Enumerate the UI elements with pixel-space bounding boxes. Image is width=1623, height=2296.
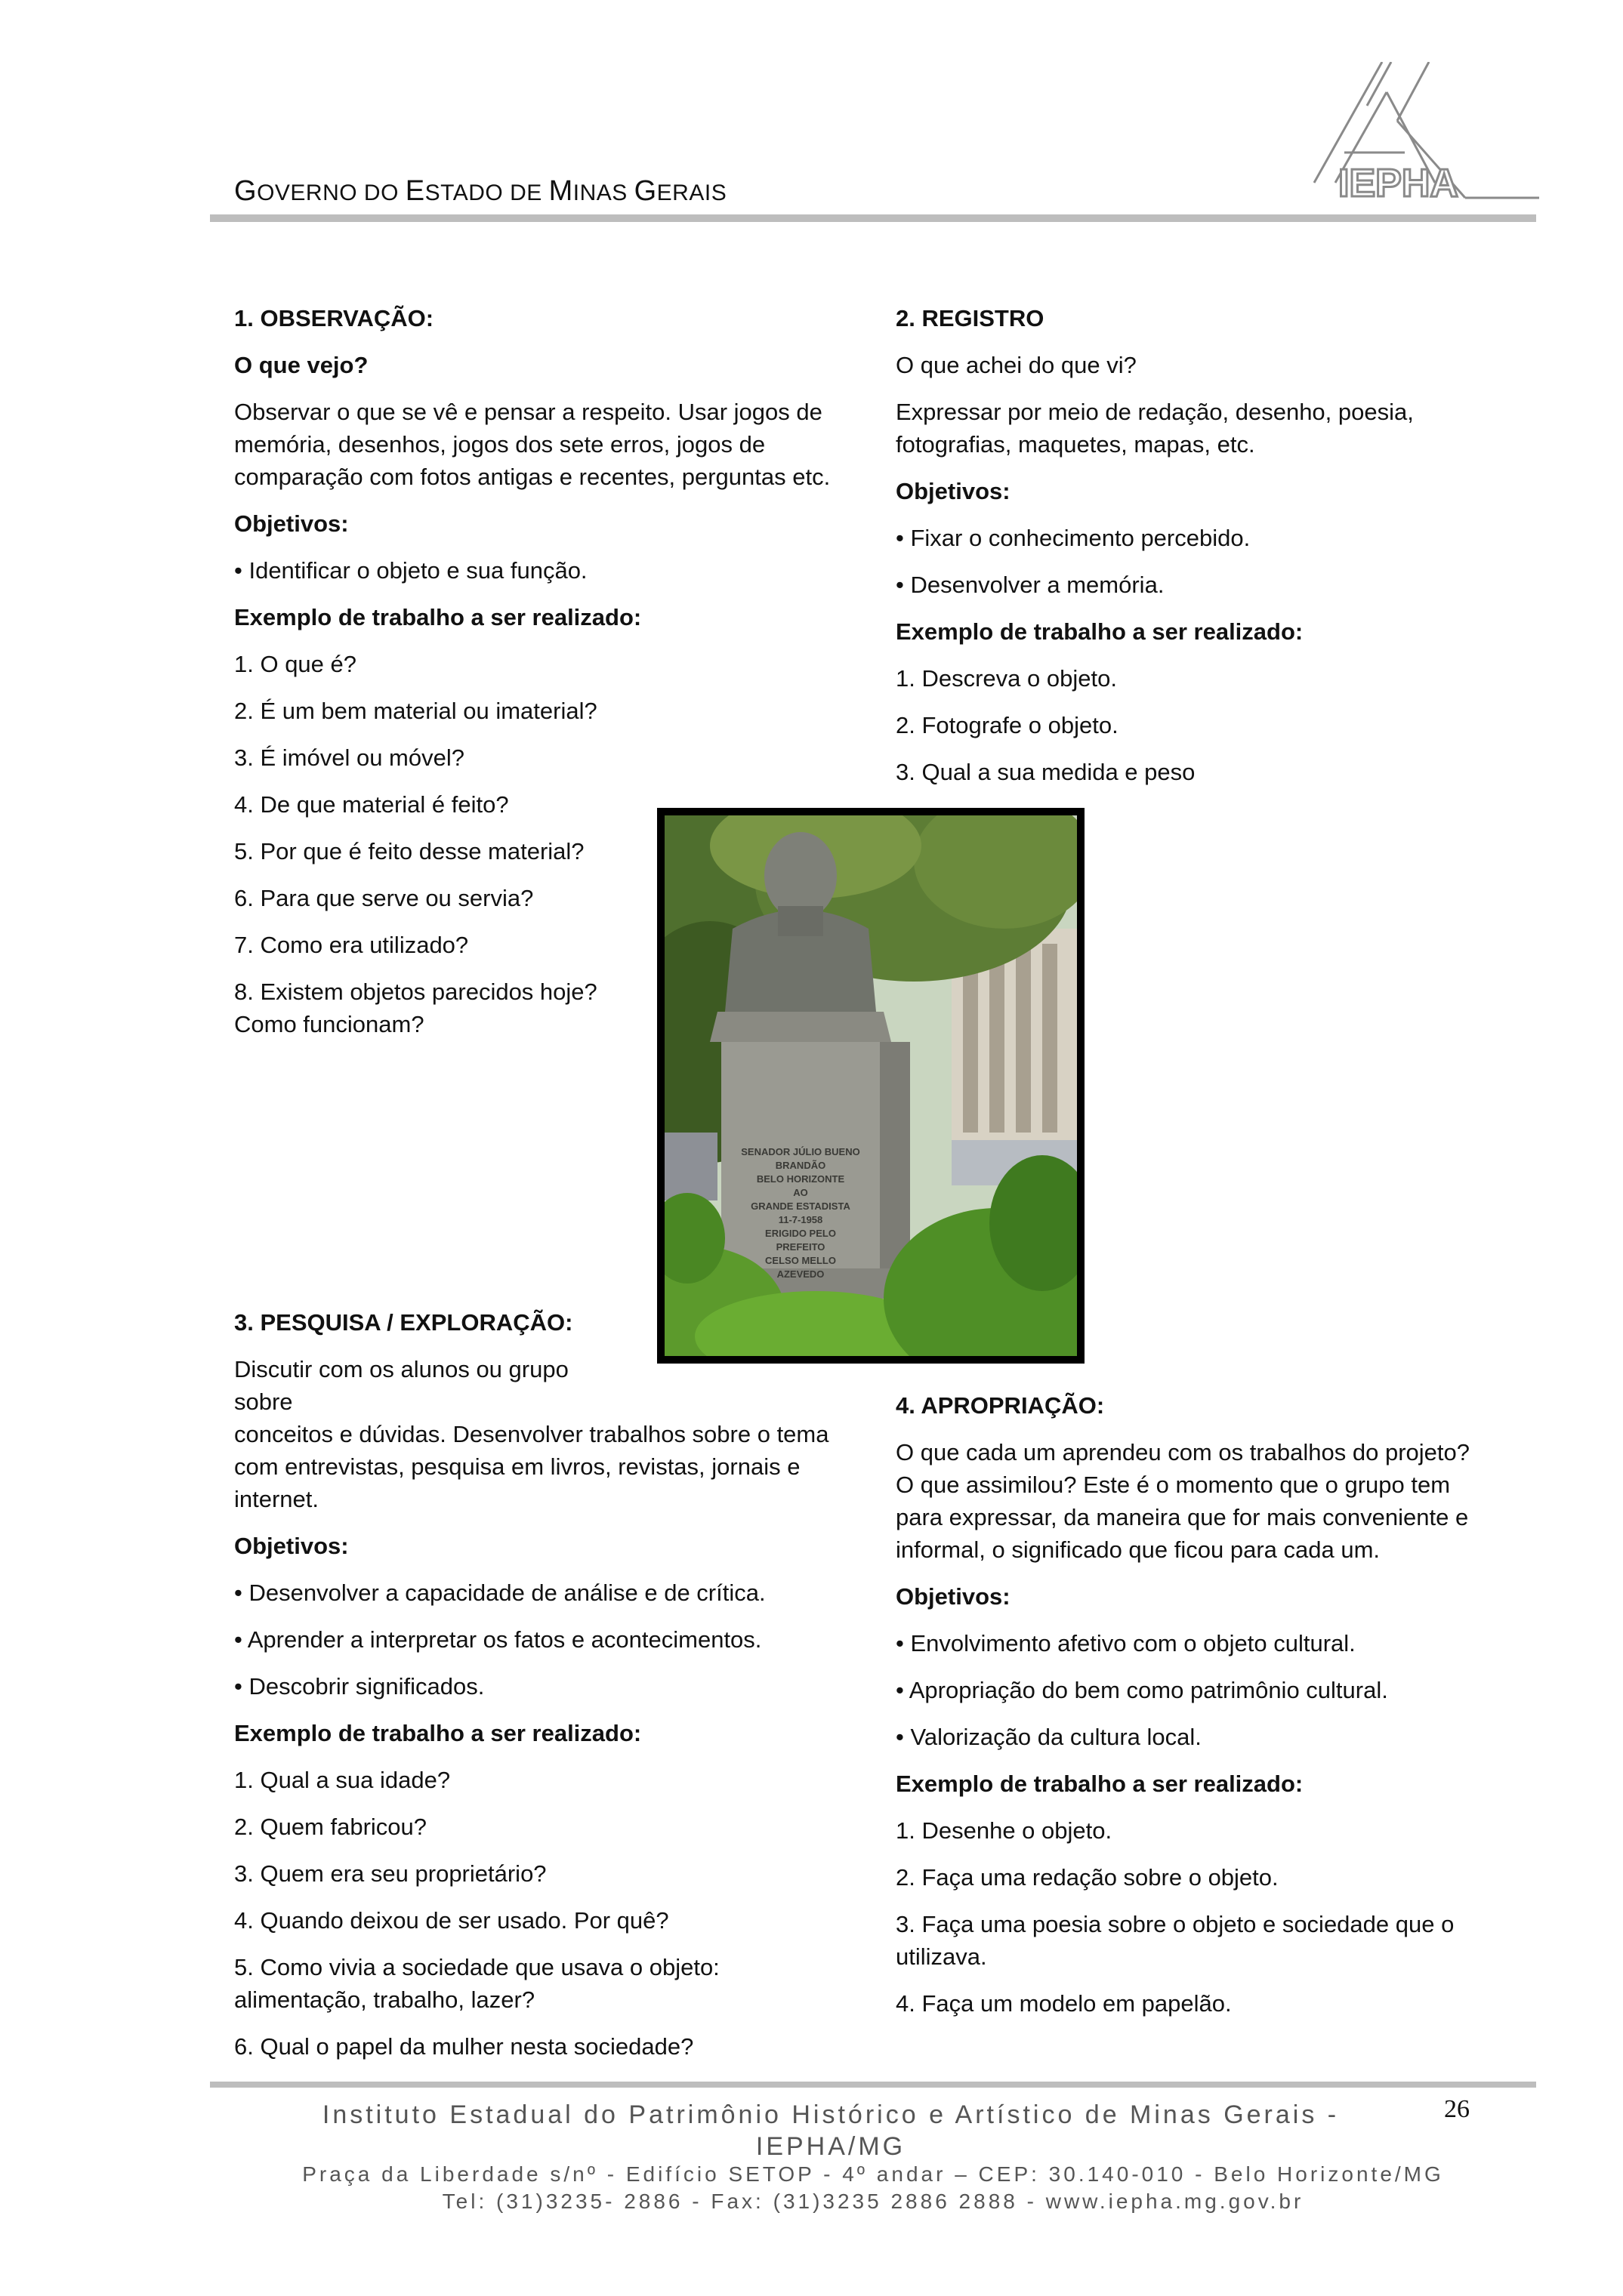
example-item: 5. Por que é feito desse material? bbox=[234, 838, 585, 864]
objective-item: • Envolvimento afetivo com o objeto cultural. bbox=[896, 1630, 1356, 1657]
section-question: O que achei do que vi? bbox=[896, 352, 1137, 378]
svg-text:BELO HORIZONTE: BELO HORIZONTE bbox=[756, 1173, 845, 1185]
svg-text:IEPHA: IEPHA bbox=[1338, 162, 1458, 205]
objectives-label: Objetivos: bbox=[896, 1583, 1011, 1610]
example-item: 4. Faça um modelo em papelão. bbox=[896, 1990, 1232, 2017]
example-label: Exemplo de trabalho a ser realizado: bbox=[234, 1720, 642, 1746]
svg-text:PREFEITO: PREFEITO bbox=[776, 1241, 825, 1253]
footer-contact: Tel: (31)3235- 2886 - Fax: (31)3235 2886 2888 - www.iepha.mg.gov.br bbox=[442, 2190, 1304, 2213]
example-item: 1. Qual a sua idade? bbox=[234, 1767, 451, 1793]
example-item: 4. De que material é feito? bbox=[234, 791, 509, 818]
section-heading: 2. REGISTRO bbox=[896, 305, 1044, 331]
objective-item: • Identificar o objeto e sua função. bbox=[234, 557, 588, 584]
example-item: 2. É um bem material ou imaterial? bbox=[234, 698, 597, 724]
example-item: 3. Qual a sua medida e peso bbox=[896, 759, 1196, 785]
section-heading: 4. APROPRIAÇÃO: bbox=[896, 1392, 1105, 1419]
example-item: 7. Como era utilizado? bbox=[234, 932, 469, 958]
footer-address-block bbox=[210, 2161, 1536, 2215]
section-registro bbox=[896, 302, 1492, 803]
objective-item: • Aprender a interpretar os fatos e acontecimentos. bbox=[234, 1626, 762, 1653]
section-description-continued: conceitos e dúvidas. Desenvolver trabalhos sobre o tema com entrevistas, pesquisa em livros, revistas, jornais e internet. bbox=[234, 1421, 829, 1512]
example-label: Exemplo de trabalho a ser realizado: bbox=[896, 1771, 1304, 1797]
section-heading: 1. OBSERVAÇÃO: bbox=[234, 305, 434, 331]
example-item: 5. Como vivia a sociedade que usava o objeto: alimentação, trabalho, lazer? bbox=[234, 1954, 720, 2013]
example-item: 1. Descreva o objeto. bbox=[896, 665, 1117, 692]
footer-divider bbox=[210, 2082, 1536, 2088]
svg-text:11-7-1958: 11-7-1958 bbox=[778, 1214, 823, 1225]
example-item: 3. Quem era seu proprietário? bbox=[234, 1860, 547, 1887]
bust-monument-photo bbox=[657, 808, 1085, 1364]
section-apropriacao bbox=[896, 1389, 1500, 2034]
objective-item: • Descobrir significados. bbox=[234, 1673, 485, 1700]
svg-text:CELSO MELLO: CELSO MELLO bbox=[765, 1255, 836, 1266]
footer-institute bbox=[242, 2099, 1420, 2162]
example-item: 1. Desenhe o objeto. bbox=[896, 1817, 1112, 1844]
example-item: 4. Quando deixou de ser usado. Por quê? bbox=[234, 1907, 669, 1934]
header-divider bbox=[210, 214, 1536, 222]
objectives-label: Objetivos: bbox=[234, 510, 349, 537]
objective-item: • Apropriação do bem como patrimônio cultural. bbox=[896, 1677, 1388, 1703]
iepha-logo bbox=[1284, 62, 1541, 213]
svg-text:ERIGIDO PELO: ERIGIDO PELO bbox=[765, 1228, 836, 1239]
page-header-title: GOVERNO DO ESTADO DE MINAS GERAIS bbox=[234, 175, 727, 207]
example-label: Exemplo de trabalho a ser realizado: bbox=[896, 618, 1304, 645]
footer-institute-line1: Instituto Estadual do Patrimônio Histórico e Artístico de Minas Gerais - bbox=[322, 2100, 1340, 2129]
svg-text:AO: AO bbox=[793, 1187, 808, 1198]
example-item: 6. Para que serve ou servia? bbox=[234, 885, 534, 911]
example-item: 1. O que é? bbox=[234, 651, 357, 677]
svg-text:AZEVEDO: AZEVEDO bbox=[776, 1268, 825, 1280]
footer-address: Praça da Liberdade s/nº - Edifício SETOP - 4º andar – CEP: 30.140-010 - Belo Horizonte/MG bbox=[302, 2162, 1444, 2186]
example-item: 6. Qual o papel da mulher nesta sociedade? bbox=[234, 2033, 694, 2060]
section-description: Discutir com os alunos ou grupo sobre bbox=[234, 1356, 569, 1415]
objectives-label: Objetivos: bbox=[234, 1533, 349, 1559]
section-question: O que vejo? bbox=[234, 352, 369, 378]
objective-item: • Desenvolver a memória. bbox=[896, 572, 1165, 598]
section-description: O que cada um aprendeu com os trabalhos do projeto? O que assimilou? Este é o momento que o grupo tem para expressar, da maneira que for mais conveniente e informal, o significado que ficou para cada um. bbox=[896, 1439, 1470, 1563]
section-description: Expressar por meio de redação, desenho, poesia, fotografias, maquetes, mapas, etc. bbox=[896, 399, 1414, 458]
section-description: Observar o que se vê e pensar a respeito. Usar jogos de memória, desenhos, jogos dos sete erros, jogos de comparação com fotos antigas e recentes, perguntas etc. bbox=[234, 399, 831, 490]
objectives-label: Objetivos: bbox=[896, 478, 1011, 504]
section-pesquisa bbox=[234, 1306, 838, 2077]
svg-text:SENADOR JÚLIO BUENO: SENADOR JÚLIO BUENO bbox=[741, 1146, 860, 1157]
example-item: 2. Faça uma redação sobre o objeto. bbox=[896, 1864, 1279, 1891]
section-heading: 3. PESQUISA / EXPLORAÇÃO: bbox=[234, 1309, 573, 1336]
example-item: 2. Quem fabricou? bbox=[234, 1814, 427, 1840]
page-number: 26 bbox=[1444, 2095, 1470, 2123]
example-item: 2. Fotografe o objeto. bbox=[896, 712, 1119, 738]
svg-text:GRANDE ESTADISTA: GRANDE ESTADISTA bbox=[751, 1200, 850, 1212]
example-item: 3. É imóvel ou móvel? bbox=[234, 744, 464, 771]
example-item-continuation: Como funcionam? bbox=[234, 1011, 424, 1037]
objective-item: • Valorização da cultura local. bbox=[896, 1724, 1202, 1750]
objective-item: • Desenvolver a capacidade de análise e de crítica. bbox=[234, 1579, 766, 1606]
example-label: Exemplo de trabalho a ser realizado: bbox=[234, 604, 642, 630]
svg-text:BRANDÃO: BRANDÃO bbox=[775, 1160, 826, 1171]
footer-institute-line2: IEPHA/MG bbox=[755, 2132, 906, 2161]
example-item: 3. Faça uma poesia sobre o objeto e sociedade que o utilizava. bbox=[896, 1911, 1455, 1970]
example-item: 8. Existem objetos parecidos hoje? bbox=[234, 978, 597, 1005]
objective-item: • Fixar o conhecimento percebido. bbox=[896, 525, 1251, 551]
